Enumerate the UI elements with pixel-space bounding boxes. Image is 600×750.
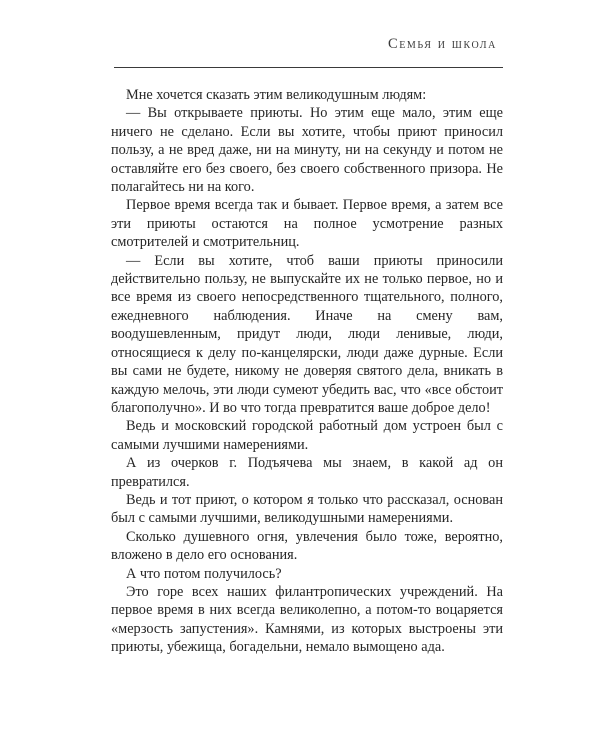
- paragraph: Это горе всех наших филантропических учреждений. На первое время в них всегда великолепно, а потом-то воцаряется «мерзость запустения». Камнями, из которых выстроены эти приюты, убежища, богадельни, немало вымощено ада.: [111, 583, 503, 656]
- header-divider: [114, 67, 503, 68]
- paragraph: А что потом получилось?: [126, 565, 282, 582]
- running-head-title: Семья и школа: [387, 36, 497, 52]
- paragraph: Мне хочется сказать этим великодушным людям:: [126, 87, 427, 103]
- paragraph: А из очерков г. Подъячева мы знаем, в какой ад он превратился.: [111, 455, 503, 490]
- paragraph: Ведь и тот приют, о котором я только что рассказал, основан был с самыми лучшими, великодушными намерениями.: [111, 491, 503, 527]
- paragraph: — Вы открываете приюты. Но этим еще мало, этим еще ничего не сделано. Если вы хотите, чтобы приют приносил пользу, а не вред даже, ни на минуту, ни на секунду и потом не оставляйте его без своего, без своего собственного призора. Не полагайтесь ни на кого.: [111, 105, 503, 196]
- paragraph: Сколько душевного огня, увлечения было тоже, вероятно, вложено в дело его основания.: [111, 528, 503, 564]
- paragraph: — Если вы хотите, чтоб ваши приюты приносили действительно пользу, не выпускайте их не только первое, но и все время из своего непосредственного тщательного, полного, ежедневного наблюдения. Иначе на смену вам, воодушевленным, придут люди, люди ленивые, люди, относящиеся к делу по-канцелярски, люди даже дурные. Если вы сами не будете, никому не доверяя святого дела, вникать в каждую мелочь, эти люди сумеют убедить вас, что «все обстоит благополучно». И во что тогда превратится ваше доброе дело!: [111, 252, 503, 416]
- body-text: [111, 86, 503, 657]
- paragraph: Первое время всегда так и бывает. Первое время, а затем все эти приюты остаются на полное усмотрение разных смотрителей и смотрительниц.: [111, 197, 503, 251]
- paragraph: Ведь и московский городской работный дом устроен был с самыми лучшими намерениями.: [111, 418, 503, 453]
